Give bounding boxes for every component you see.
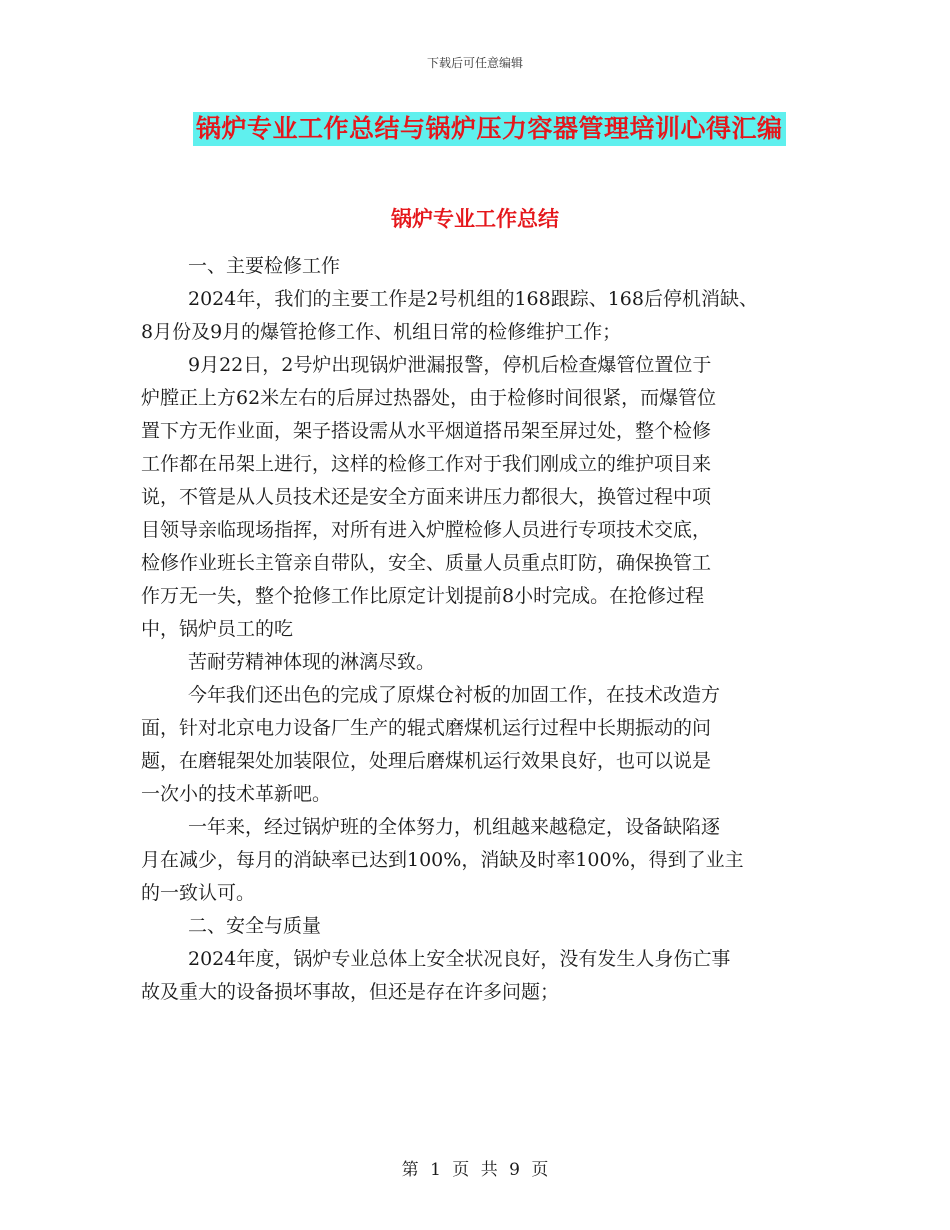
body-line: 一次小的技术革新吧。 — [141, 783, 332, 805]
body-line: 8月份及9月的爆管抢修工作、机组日常的检修维护工作； — [141, 321, 622, 343]
body-line: 炉膛正上方62米左右的后屏过热器处，由于检修时间很紧，而爆管位 — [141, 387, 717, 409]
body-line: 题，在磨辊架处加装限位，处理后磨煤机运行效果良好，也可以说是 — [141, 750, 712, 772]
body-line: 目领导亲临现场指挥，对所有进入炉膛检修人员进行专项技术交底， — [141, 519, 712, 541]
body-line: 一年来，经过锅炉班的全体努力，机组越来越稳定，设备缺陷逐 — [188, 816, 721, 838]
header-note: 下载后可任意编辑 — [426, 56, 523, 70]
body-line: 中，锅炉员工的吃 — [141, 618, 294, 640]
body-line: 置下方无作业面，架子搭设需从水平烟道搭吊架至屏过处，整个检修 — [141, 420, 712, 442]
body-line: 2024年度，锅炉专业总体上安全状况良好，没有发生人身伤亡事 — [188, 948, 731, 970]
body-line: 月在减少，每月的消缺率已达到100%，消缺及时率100%，得到了业主 — [141, 849, 744, 871]
body-line: 今年我们还出色的完成了原煤仓衬板的加固工作，在技术改造方 — [188, 684, 721, 706]
body-line: 检修作业班长主管亲自带队，安全、质量人员重点盯防，确保换管工 — [141, 552, 712, 574]
page-footer: 第 1 页 共 9 页 — [401, 1160, 549, 1180]
body-line: 说，不管是从人员技术还是安全方面来讲压力都很大，换管过程中项 — [141, 486, 712, 508]
body-line: 2024年，我们的主要工作是2号机组的168跟踪、168后停机消缺、 — [188, 288, 758, 310]
body-line: 一、主要检修工作 — [188, 255, 341, 277]
body-line: 9月22日，2号炉出现锅炉泄漏报警，停机后检查爆管位置位于 — [188, 354, 712, 376]
body-line: 作万无一失，整个抢修工作比原定计划提前8小时完成。在抢修过程 — [141, 585, 705, 607]
body-line: 工作都在吊架上进行，这样的检修工作对于我们刚成立的维护项目来 — [141, 453, 712, 475]
body-line: 面，针对北京电力设备厂生产的辊式磨煤机运行过程中长期振动的问 — [141, 717, 712, 739]
body-line: 故及重大的设备损坏事故，但还是存在许多问题； — [141, 981, 560, 1003]
document-title: 锅炉专业工作总结与锅炉压力容器管理培训心得汇编 — [193, 112, 786, 146]
section-title: 锅炉专业工作总结 — [391, 207, 559, 231]
body-line: 的一致认可。 — [141, 882, 256, 904]
body-line: 二、安全与质量 — [188, 915, 322, 937]
body-line: 苦耐劳精神体现的淋漓尽致。 — [188, 651, 436, 673]
document-body — [141, 250, 821, 1009]
